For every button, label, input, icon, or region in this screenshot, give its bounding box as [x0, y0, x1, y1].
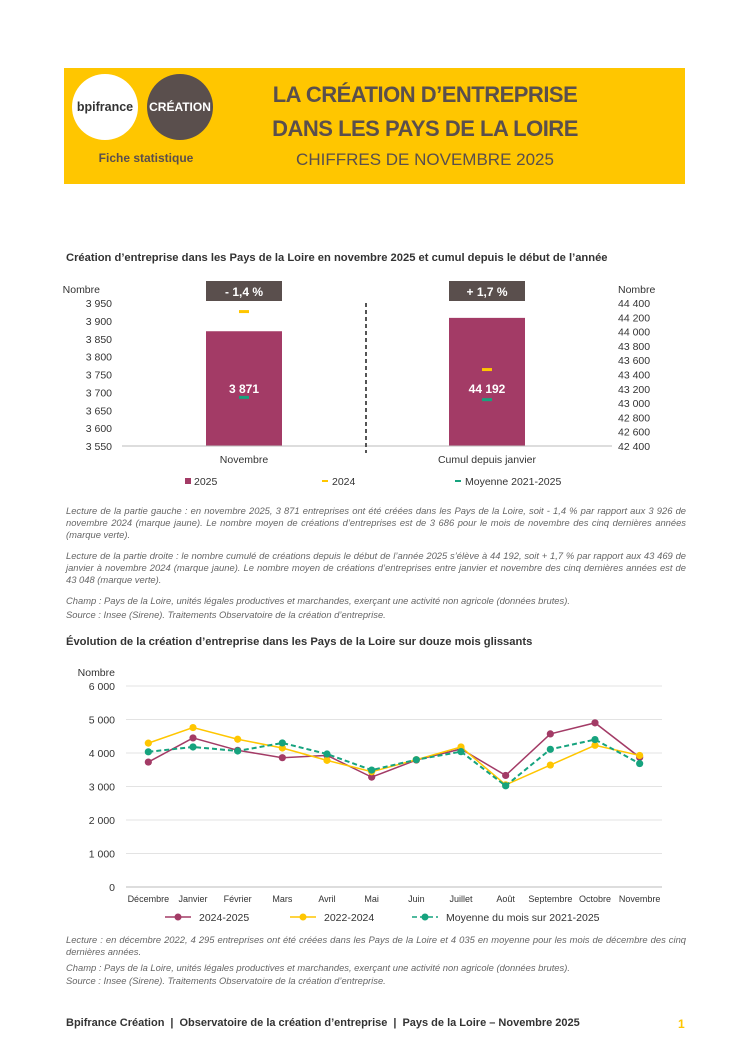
y-tick-label: 3 950 [85, 298, 112, 310]
x-tick-label: Novembre [618, 894, 661, 904]
y-tick-label: 43 600 [618, 355, 651, 368]
y-tick-label: 1 000 [88, 848, 115, 861]
legend-label: Moyenne du mois sur 2021-2025 [446, 912, 600, 924]
chart1-bar-chart [0, 278, 750, 498]
x-tick-label: Août [496, 894, 515, 904]
legend-label-2024: 2024 [332, 476, 356, 488]
bar-value-label: 44 192 [468, 382, 506, 396]
page-number: 1 [678, 1017, 685, 1031]
y-axis-title: Nombre [618, 284, 656, 296]
series-point [636, 760, 643, 767]
x-tick-label: Avril [318, 894, 336, 904]
footer-sep: | [393, 1017, 397, 1029]
footer-sep: | [170, 1017, 174, 1029]
series-point [413, 756, 420, 763]
footer-part2: Observatoire de la création d’entreprise [179, 1017, 388, 1029]
series-point [547, 746, 554, 753]
creation-logo-text: CRÉATION [149, 100, 211, 114]
series-point [189, 724, 196, 731]
y-tick-label: 3 800 [85, 351, 112, 364]
legend-marker [300, 914, 307, 921]
y-tick-label: 3 900 [85, 315, 112, 328]
bpifrance-logo-text: bpifrance [76, 100, 134, 114]
series-point [636, 752, 643, 759]
y-tick-label: 5 000 [88, 714, 115, 727]
legend-label-2025: 2025 [194, 476, 218, 488]
y-tick-label: 3 550 [85, 441, 112, 453]
y-tick-label: 44 400 [618, 298, 651, 310]
series-point [279, 754, 286, 761]
series-point [547, 730, 554, 737]
y-tick-label: 44 000 [618, 326, 651, 339]
legend-swatch-2025 [185, 478, 191, 484]
series-point [591, 736, 598, 743]
footer-part3: Pays de la Loire – Novembre 2025 [402, 1017, 580, 1029]
chart1-note-left: Lecture de la partie gauche : en novembre 2025, 3 871 entreprises ont été créées dans les Pays de la Loire, soit - 1,4 % par rapport aux 3 926 de novembre 2024 (marque jaune). Le nombre moyen de créations d’entreprises est de 3 686 pour le mois de novembre des cinq dernières années (marque verte). [66, 505, 686, 540]
legend-label: 2022-2024 [324, 912, 375, 924]
series-point [323, 757, 330, 764]
page-subtitle: CHIFFRES DE NOVEMBRE 2025 [296, 150, 554, 169]
chart2-source: Source : Insee (Sirene). Traitements Observatoire de la création d’entreprise. [66, 975, 386, 986]
chart1-note-right: Lecture de la partie droite : le nombre cumulé de créations depuis le début de l’année 2025 s’élève à 44 192, soit + 1,7 % par rapport aux 43 469 de janvier à novembre 2024 (marque jaune). Le nombre moyen de créations d’entreprises entre janvier et novembre des cinq dernières années est de 43 048 (marque verte). [66, 550, 686, 585]
series-point [368, 766, 375, 773]
x-tick-label: Février [223, 894, 252, 904]
bar-value-label: 3 871 [228, 382, 260, 396]
page-title-line2: DANS LES PAYS DE LA LOIRE [272, 116, 578, 141]
x-tick-label: Mai [364, 894, 379, 904]
series-point [457, 748, 464, 755]
variation-badge-text: - 1,4 % [224, 285, 264, 299]
creation-logo [147, 74, 213, 140]
y-tick-label: 3 000 [88, 781, 115, 794]
x-category-label: Cumul depuis janvier [437, 454, 537, 466]
series-point [591, 719, 598, 726]
y-tick-label: 3 600 [85, 423, 112, 436]
x-tick-label: Octobre [578, 894, 612, 904]
bpifrance-logo [72, 74, 138, 140]
y-tick-label: 42 800 [618, 412, 651, 425]
chart2-title: Évolution de la création d’entreprise dans les Pays de la Loire sur douze mois glissants [66, 636, 533, 648]
series-point [234, 747, 241, 754]
y-tick-label: 43 400 [618, 369, 651, 382]
y-tick-label: 42 400 [618, 441, 651, 453]
y-tick-label: 2 000 [88, 815, 115, 827]
y-tick-label: 3 650 [85, 405, 112, 418]
fiche-label: Fiche statistique [98, 151, 194, 165]
footer [66, 1017, 580, 1029]
chart2-line-chart [0, 660, 750, 930]
series-point [145, 758, 152, 765]
legend-label: 2024-2025 [199, 912, 250, 924]
series-point [547, 761, 554, 768]
y-tick-label: 43 800 [618, 340, 651, 353]
y-tick-label: 4 000 [88, 748, 115, 760]
y-tick-label: 42 600 [618, 426, 651, 439]
y-tick-label: 3 750 [85, 369, 112, 382]
chart1-champ: Champ : Pays de la Loire, unités légales productives et marchandes, exerçant une activité non agricole (données brutes). [66, 595, 570, 606]
y-tick-label: 0 [109, 882, 115, 894]
x-tick-label: Septembre [528, 894, 573, 904]
series-point [323, 750, 330, 757]
footer-part1: Bpifrance Création [66, 1017, 165, 1029]
series-point [279, 739, 286, 746]
x-tick-label: Janvier [178, 894, 208, 904]
legend-marker [175, 914, 182, 921]
series-point [145, 740, 152, 747]
y-tick-label: 6 000 [88, 681, 115, 693]
x-tick-label: Juillet [449, 894, 473, 904]
series-point [234, 736, 241, 743]
legend-marker [422, 914, 429, 921]
legend-label-average: Moyenne 2021-2025 [465, 476, 562, 488]
chart1-title: Création d’entreprise dans les Pays de la Loire en novembre 2025 et cumul depuis le début de l’année [66, 252, 608, 264]
page-title-line1: LA CRÉATION D’ENTREPRISE [272, 82, 578, 107]
y-tick-label: 43 200 [618, 383, 651, 396]
x-category-label: Novembre [219, 454, 269, 466]
series-point [145, 748, 152, 755]
y-axis-title: Nombre [62, 284, 100, 296]
chart2-champ: Champ : Pays de la Loire, unités légales productives et marchandes, exerçant une activité non agricole (données brutes). [66, 962, 570, 973]
y-tick-label: 3 850 [85, 333, 112, 346]
y-tick-label: 3 700 [85, 387, 112, 400]
series-line [148, 728, 639, 785]
y-tick-label: 43 000 [618, 398, 651, 411]
series-point [189, 734, 196, 741]
x-tick-label: Décembre [127, 894, 170, 904]
series-point [502, 772, 509, 779]
y-axis-title: Nombre [77, 667, 115, 679]
chart2-note: Lecture : en décembre 2022, 4 295 entreprises ont été créées dans les Pays de la Loire et 4 035 en moyenne pour les mois de décembre des cinq dernières années. [66, 934, 686, 957]
series-point [502, 782, 509, 789]
y-tick-label: 44 200 [618, 312, 651, 325]
x-tick-label: Juin [408, 894, 425, 904]
chart1-source: Source : Insee (Sirene). Traitements Observatoire de la création d’entreprise. [66, 609, 386, 620]
x-tick-label: Mars [272, 894, 293, 904]
variation-badge-text: + 1,7 % [466, 285, 508, 299]
series-point [189, 743, 196, 750]
